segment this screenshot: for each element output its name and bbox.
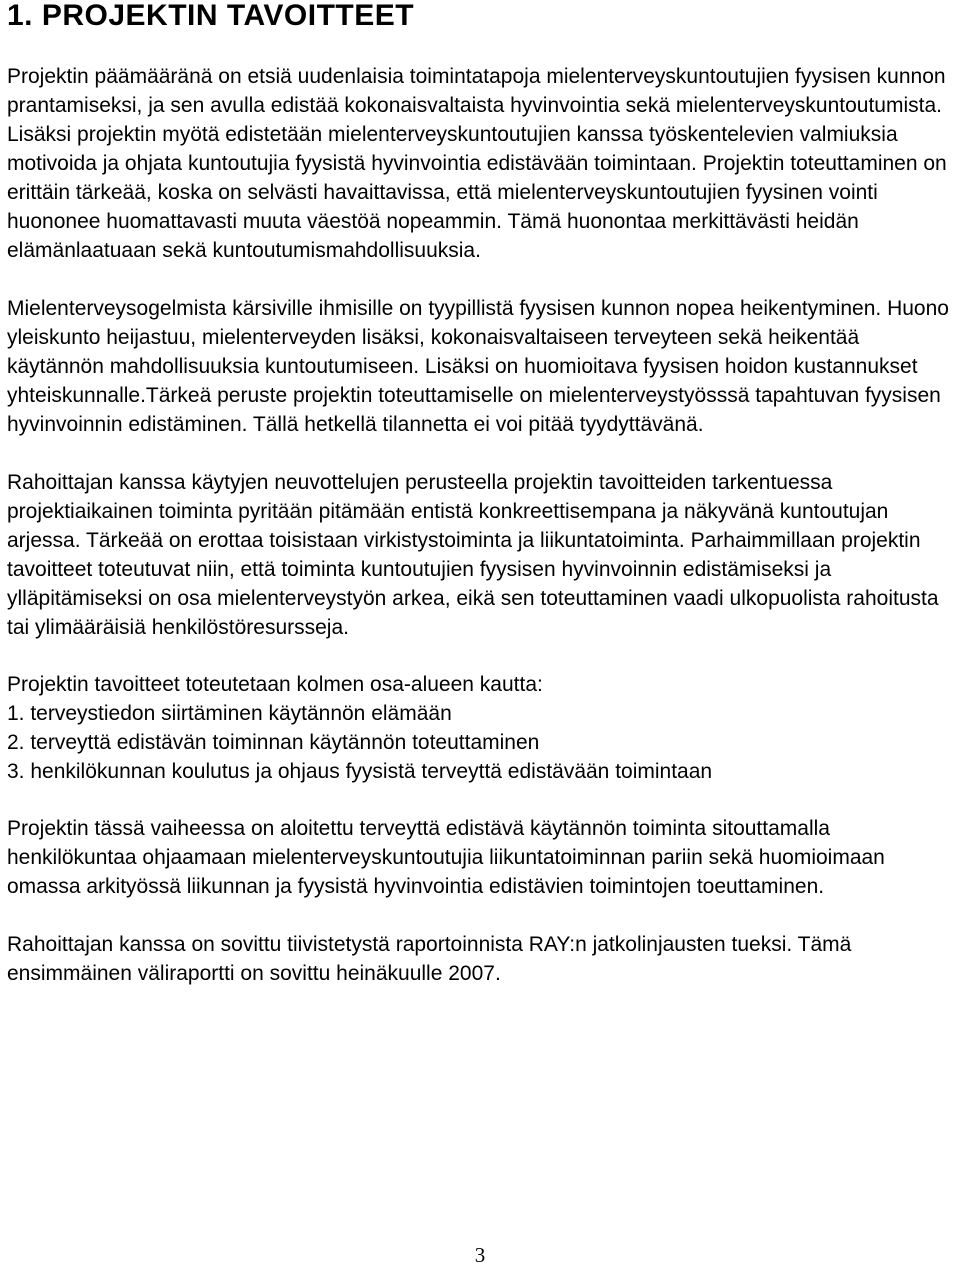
paragraph-current-phase: Projektin tässä vaiheessa on aloitettu terveyttä edistävä käytännön toiminta sitouttamalla henkilökuntaa ohjaamaan mielenterveyskuntoutujia liikuntatoiminnan pariin sekä huomioimaan omassa arkityössä liikunnan ja fyysistä hyvinvointia edistävien toimintojen toeuttaminen. <box>7 817 885 898</box>
list-item: 1. terveystiedon siirtäminen käytännön elämään <box>7 702 452 725</box>
paragraph-mental-health-problems: Mielenterveysogelmista kärsiville ihmisille on tyypillistä fyysisen kunnon nopea heikentyminen. Huono yleiskunto heijastuu, mielenterveyden lisäksi, kokonaisvaltaiseen terveyteen sekä heikentää käytännön mahdollisuuksia kuntoutumiseen. Lisäksi on huomioitava fyysisen hoidon kustannukset yhteiskunnalle.Tärkeä peruste projektin toteuttamiselle on mielenterveystyösssä tapahtuvan fyysisen hyvinvoinnin edistäminen. Tällä hetkellä tilannetta ei voi pitää tyydyttävänä. <box>7 297 949 436</box>
objectives-block <box>7 670 955 786</box>
paragraph-project-goal: Projektin päämääränä on etsiä uudenlaisia toimintatapoja mielenterveyskuntoutujien fyysisen kunnon prantamiseksi, ja sen avulla edistää kokonaisvaltaista hyvinvointia sekä mielenterveyskuntoutumista. Lisäksi projektin myötä edistetään mielenterveyskuntoutujien kanssa työskentelevien valmiuksia motivoida ja ohjata kuntoutujia fyysistä hyvinvointia edistävään toimintaan. Projektin toteuttaminen on erittäin tärkeää, koska on selvästi havaittavissa, että mielenterveyskuntoutujien fyysinen vointi huononee huomattavasti muuta väestöä nopeammin. Tämä huonontaa merkittävästi heidän elämänlaatuaan sekä kuntoutumismahdollisuuksia. <box>7 65 947 262</box>
page-number: 3 <box>474 1243 486 1267</box>
section-heading: 1. PROJEKTIN TAVOITTEET <box>7 0 415 32</box>
objectives-list <box>7 699 955 786</box>
document-page <box>7 0 955 988</box>
paragraph-funder-negotiations: Rahoittajan kanssa käytyjen neuvottelujen perusteella projektin tavoitteiden tarkentuessa projektiaikainen toiminta pyritään pitämään entistä konkreettisempana ja näkyvänä kuntoutujan arjessa. Tärkeää on erottaa toisistaan virkistystoiminta ja liikuntatoiminta. Parhaimmillaan projektin tavoitteet toteutuvat niin, että toiminta kuntoutujien fyysisen hyvinvoinnin edistämiseksi ja ylläpitämiseksi on osa mielenterveystyön arkea, eikä sen toteuttaminen vaadi ulkopuolista rahoitusta tai ylimääräisiä henkilöstöresursseja. <box>7 471 939 639</box>
list-item: 2. terveyttä edistävän toiminnan käytännön toteuttaminen <box>7 731 540 754</box>
paragraph-objectives-intro: Projektin tavoitteet toteutetaan kolmen osa-alueen kautta: <box>7 673 543 696</box>
paragraph-reporting: Rahoittajan kanssa on sovittu tiivistetystä raportoinnista RAY:n jatkolinjausten tueksi. Tämä ensimmäinen väliraportti on sovittu heinäkuulle 2007. <box>7 933 852 985</box>
list-item: 3. henkilökunnan koulutus ja ohjaus fyysistä terveyttä edistävään toimintaan <box>7 760 713 783</box>
